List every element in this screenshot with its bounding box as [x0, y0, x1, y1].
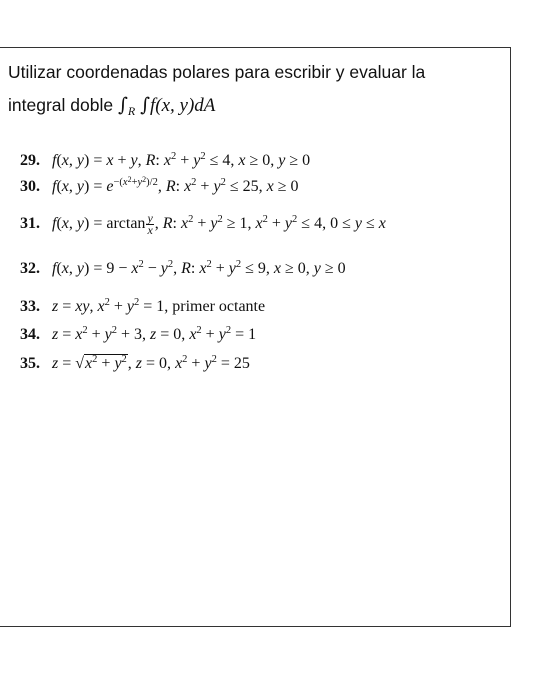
exercise-number: 31. — [20, 215, 40, 233]
integral-region: R — [127, 104, 136, 118]
exercise-number: 32. — [20, 260, 40, 277]
integral-sign: ∫ — [117, 94, 128, 116]
exercise-34: 34. $z = x^2 + y^2 + 3$, z = 0, $x^2 + y^2 = 1$ — [20, 325, 257, 343]
exercise-number: 35. — [20, 355, 40, 372]
fraction-y-over-x: $\frac{y}{x}$ — [147, 211, 153, 237]
integrand: f(x, y)dA — [149, 95, 216, 116]
exercise-number: 29. — [20, 152, 40, 169]
exercise-number: 33. — [20, 298, 40, 315]
exercise-number: 30. — [20, 178, 40, 195]
instruction-text: integral doble — [8, 95, 114, 115]
integral-sign-2: ∫ — [140, 94, 150, 116]
exercise-30: 30. f(x, $y) = e^{-(x^2+y^2)/2}$, R: $x^2 + y^2 \le 25$, x ≥ 0 — [20, 175, 299, 195]
exercise-number: 34. — [20, 326, 40, 343]
exercise-31: 31. f(x, y) = arctan $\frac{y}{x}$ , R: $x^2 + y^2 \ge 1$, $x^2 + y^2 \le 4$, 0 ≤ y ≤ x — [20, 211, 386, 237]
exercise-32: 32. f(x, $y) = 9 - x^2 - y^2$, R: $x^2 + y^2 \le 9$, x ≥ 0, y ≥ 0 — [20, 259, 346, 277]
instruction-line-2 — [8, 94, 215, 119]
exercise-33: 33. z = xy, $x^2 + y^2 = 1$, primer octante — [20, 297, 266, 315]
exercise-29: 29. f(x, y) = x + y, R: $x^2 + y^2 \le 4$, x ≥ 0, y ≥ 0 — [20, 151, 311, 169]
exercise-35: 35. $z = √x^2 + y^2$, z = 0, $x^2 + y^2 = 25$ — [20, 354, 250, 372]
instruction-line-1: Utilizar coordenadas polares para escribir y evaluar la — [8, 62, 426, 82]
